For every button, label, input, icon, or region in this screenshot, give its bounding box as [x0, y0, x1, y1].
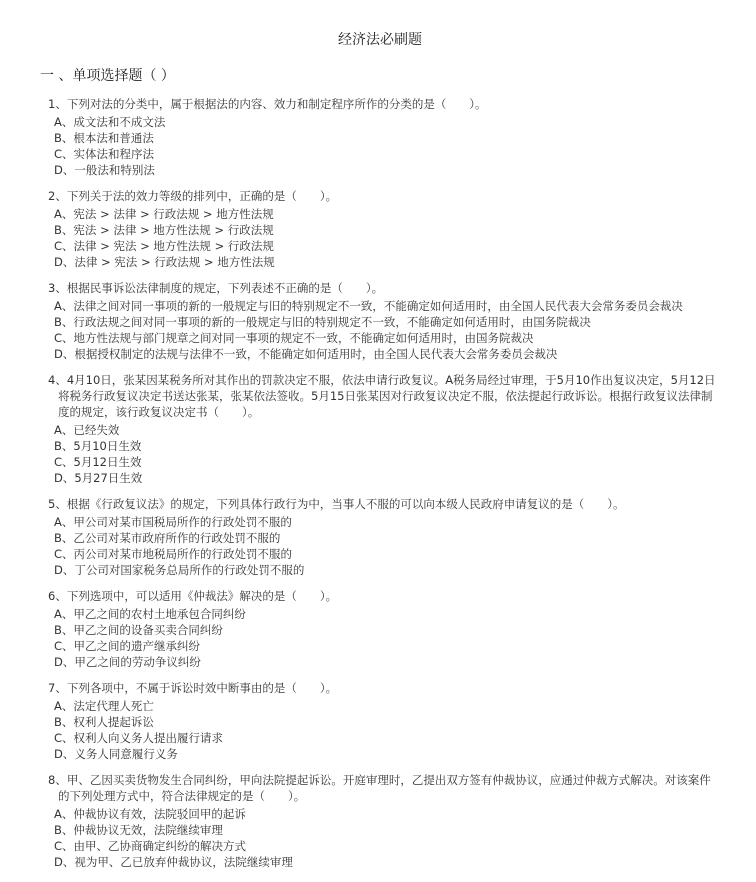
question-item	[40, 496, 720, 578]
question-item	[40, 588, 720, 670]
option-list	[40, 806, 720, 870]
answer-option: C、丙公司对某市地税局所作的行政处罚不服的	[54, 547, 293, 561]
question-item	[40, 372, 720, 486]
question-item	[40, 188, 720, 270]
question-list	[40, 96, 720, 870]
question-stem: 2、下列关于法的效力等级的排列中，正确的是（ ）。	[48, 189, 338, 203]
answer-option: D、5月27日生效	[54, 471, 143, 485]
question-stem: 1、下列对法的分类中，属于根据法的内容、效力和制定程序所作的分类的是（ ）。	[48, 97, 487, 111]
option-list	[40, 298, 720, 362]
answer-option: A、甲公司对某市国税局所作的行政处罚不服的	[54, 515, 292, 529]
answer-option: D、根据授权制定的法规与法律不一致，不能确定如何适用时，由全国人民代表大会常务委员会裁决	[54, 347, 558, 361]
answer-option: C、地方性法规与部门规章之间对同一事项的规定不一致，不能确定如何适用时，由国务院裁决	[54, 331, 534, 345]
answer-option: A、已经失效	[54, 423, 120, 437]
answer-option: D、丁公司对国家税务总局所作的行政处罚不服的	[54, 563, 305, 577]
section-heading: 一 、单项选择题（ ）	[40, 68, 175, 84]
option-list	[40, 422, 720, 486]
answer-option: C、由甲、乙协商确定纠纷的解决方式	[54, 839, 247, 853]
answer-option: A、成文法和不成文法	[54, 115, 166, 129]
answer-option: A、甲乙之间的农村土地承包合同纠纷	[54, 607, 246, 621]
answer-option: C、法律 > 宪法 > 地方性法规 > 行政法规	[54, 239, 274, 253]
question-stem: 3、根据民事诉讼法律制度的规定，下列表述不正确的是（ ）。	[48, 281, 384, 295]
question-item	[40, 96, 720, 178]
option-list	[40, 606, 720, 670]
question-item	[40, 772, 720, 870]
question-stem: 8、甲、乙因买卖货物发生合同纠纷，甲向法院提起诉讼。开庭审理时，乙提出双方签有仲裁协议，应通过仲裁方式解决。对该案件的下列处理方式中，符合法律规定的是（ ）。	[48, 773, 711, 803]
question-item	[40, 680, 720, 762]
answer-option: C、5月12日生效	[54, 455, 142, 469]
answer-option: D、义务人同意履行义务	[54, 747, 178, 761]
option-list	[40, 698, 720, 762]
question-stem: 7、下列各项中，不属于诉讼时效中断事由的是（ ）。	[48, 681, 338, 695]
document-title: 经济法必刷题	[338, 32, 422, 48]
answer-option: B、宪法 > 法律 > 地方性法规 > 行政法规	[54, 223, 274, 237]
answer-option: A、仲裁协议有效，法院驳回甲的起诉	[54, 807, 246, 821]
answer-option: A、法定代理人死亡	[54, 699, 154, 713]
option-list	[40, 114, 720, 178]
option-list	[40, 206, 720, 270]
answer-option: C、权利人向义务人提出履行请求	[54, 731, 224, 745]
answer-option: B、5月10日生效	[54, 439, 142, 453]
answer-option: A、法律之间对同一事项的新的一般规定与旧的特别规定不一致，不能确定如何适用时，由全国人民代表大会常务委员会裁决	[54, 299, 683, 313]
answer-option: B、仲裁协议无效，法院继续审理	[54, 823, 223, 837]
answer-option: D、一般法和特别法	[54, 163, 155, 177]
answer-option: D、甲乙之间的劳动争议纠纷	[54, 655, 201, 669]
answer-option: B、行政法规之间对同一事项的新的一般规定与旧的特别规定不一致，不能确定如何适用时，由国务院裁决	[54, 315, 591, 329]
option-list	[40, 514, 720, 578]
answer-option: B、乙公司对某市政府所作的行政处罚不服的	[54, 531, 281, 545]
answer-option: D、法律 > 宪法 > 行政法规 > 地方性法规	[54, 255, 275, 269]
answer-option: B、权利人提起诉讼	[54, 715, 154, 729]
answer-option: A、宪法 > 法律 > 行政法规 > 地方性法规	[54, 207, 274, 221]
question-stem: 4、4月10日，张某因某税务所对其作出的罚款决定不服，依法申请行政复议。A税务局经过审理，于5月10作出复议决定，5月12日将税务行政复议决定书送达张某，张某依法签收。5月15日张某因对行政复议决定不服，依法提起行政诉讼。根据行政复议法律制度的规定，该行政复议决定书（ ）。	[48, 373, 716, 419]
answer-option: C、甲乙之间的遗产继承纠纷	[54, 639, 201, 653]
question-stem: 6、下列选项中，可以适用《仲裁法》解决的是（ ）。	[48, 589, 338, 603]
question-item	[40, 280, 720, 362]
answer-option: B、根本法和普通法	[54, 131, 154, 145]
answer-option: D、视为甲、乙已放弃仲裁协议，法院继续审理	[54, 855, 293, 869]
answer-option: C、实体法和程序法	[54, 147, 155, 161]
question-stem: 5、根据《行政复议法》的规定，下列具体行政行为中，当事人不服的可以向本级人民政府申请复议的是（ ）。	[48, 497, 625, 511]
answer-option: B、甲乙之间的设备买卖合同纠纷	[54, 623, 223, 637]
